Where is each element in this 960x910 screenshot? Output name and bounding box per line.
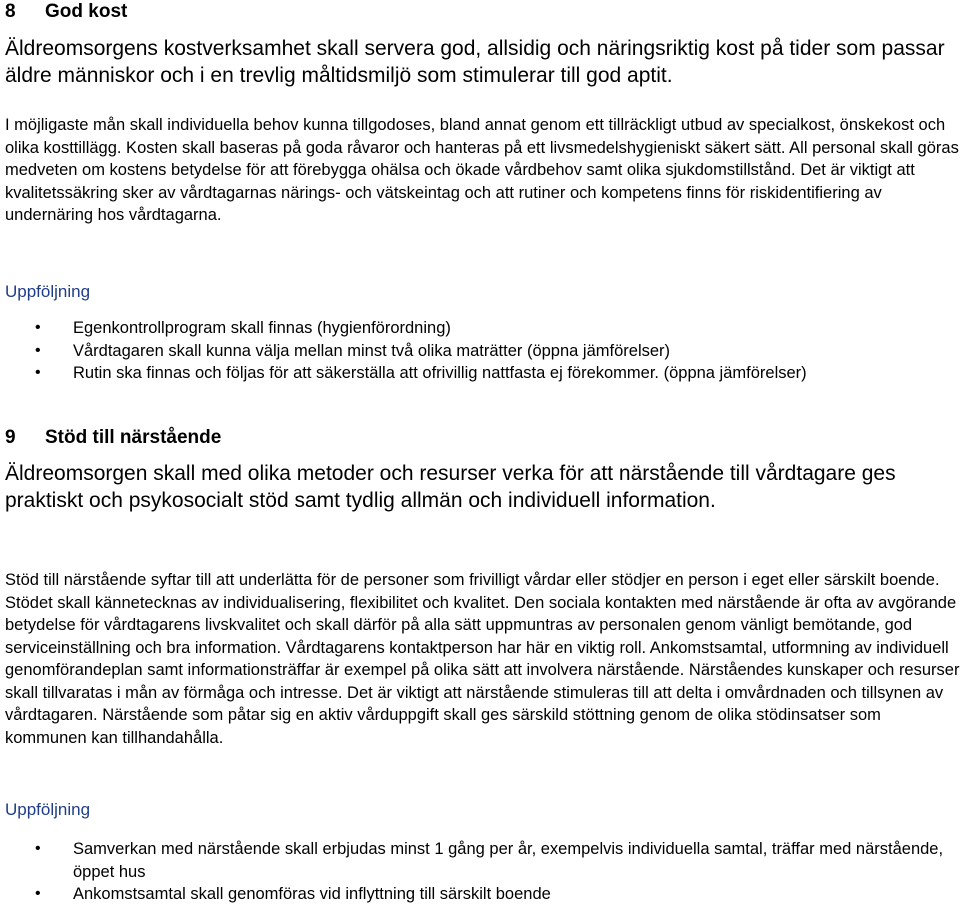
list-item-text: Vårdtagaren skall kunna välja mellan minst två olika maträtter (öppna jämförelser) bbox=[73, 341, 671, 360]
list-item bbox=[5, 838, 960, 883]
list-item bbox=[5, 340, 960, 363]
section-8-heading bbox=[5, 1, 127, 23]
bullet-icon: • bbox=[35, 885, 41, 902]
bullet-icon: • bbox=[35, 341, 41, 359]
list-item-text: Egenkontrollprogram skall finnas (hygienförordning) bbox=[73, 319, 451, 337]
section-9-intro: Äldreomsorgen skall med olika metoder och resurser verka för att närstående till vårdtagare ges praktiskt och psykosocialt stöd samt tydlig allmän och individuell information. bbox=[5, 462, 896, 512]
section-8-followup-heading: Uppföljning bbox=[5, 282, 91, 301]
list-item-text: Rutin ska finnas och följas för att säkerställa att ofrivillig nattfasta ej förekommer. (öppna jämförelser) bbox=[73, 364, 807, 382]
list-item bbox=[5, 317, 960, 340]
section-9-number: 9 bbox=[5, 427, 16, 448]
bullet-icon: • bbox=[35, 319, 41, 336]
bullet-icon: • bbox=[35, 840, 41, 857]
section-9-title: Stöd till närstående bbox=[45, 427, 222, 448]
section-9-followup-heading: Uppföljning bbox=[5, 800, 91, 819]
section-9-heading bbox=[5, 427, 221, 449]
section-8-title: God kost bbox=[45, 1, 128, 22]
section-8-intro: Äldreomsorgens kostverksamhet skall servera god, allsidig och näringsriktig kost på tider som passar äldre människor och i en trevlig måltidsmiljö som stimulerar till god aptit. bbox=[5, 37, 945, 87]
section-9-followup-list bbox=[5, 838, 960, 906]
section-8-body: I möjligaste mån skall individuella behov kunna tillgodoses, bland annat genom ett tillräckligt utbud av specialkost, önskekost och olika kosttillägg. Kosten skall baseras på goda råvaror och hanteras på ett livsmedelshygieniskt säkert sätt. All personal skall göras medveten om kostens betydelse för att förebygga ohälsa och ökade vårdbehov samt olika sjukdomstillstånd. Det är viktigt att kvalitetssäkring sker av vårdtagarnas närings- och vätskeintag och att rutiner och kompetens finns för riskidentifiering av undernäring hos vårdtagarna. bbox=[5, 116, 959, 224]
bullet-icon: • bbox=[35, 364, 41, 381]
section-8-followup-list bbox=[5, 317, 960, 385]
list-item bbox=[5, 362, 960, 385]
section-8-number: 8 bbox=[5, 1, 16, 22]
list-item-text: Ankomstsamtal skall genomföras vid inflyttning till särskilt boende bbox=[73, 885, 551, 903]
list-item-text: Samverkan med närstående skall erbjudas minst 1 gång per år, exempelvis individuella samtal, träffar med närstående, öppet hus bbox=[73, 840, 944, 881]
list-item bbox=[5, 883, 960, 906]
section-9-body: Stöd till närstående syftar till att underlätta för de personer som frivilligt vårdar eller stödjer en person i eget eller särskilt boende. Stödet skall kännetecknas av individualisering, flexibilitet och kvalitet. Den sociala kontakten med närstående är ofta av avgörande betydelse för vårdtagarens livskvalitet och skall därför på alla sätt uppmuntras av personalen genom vänligt bemötande, god serviceinställning och bra information. Vårdtagarens kontaktperson har här en viktig roll. Ankomstsamtal, utformning av individuell genomförandeplan samt informationsträffar är exempel på olika sätt att involvera närstående. Närståendes kunskaper och resurser skall tillvaratas i mån av förmåga och intresse. Det är viktigt att närstående stimuleras till att delta i omvårdnaden och tillsynen av vårdtagaren. Närstående som påtar sig en aktiv vårduppgift skall ges särskild stöttning genom de olika stödinsatser som kommunen kan tillhandahålla. bbox=[5, 571, 960, 747]
